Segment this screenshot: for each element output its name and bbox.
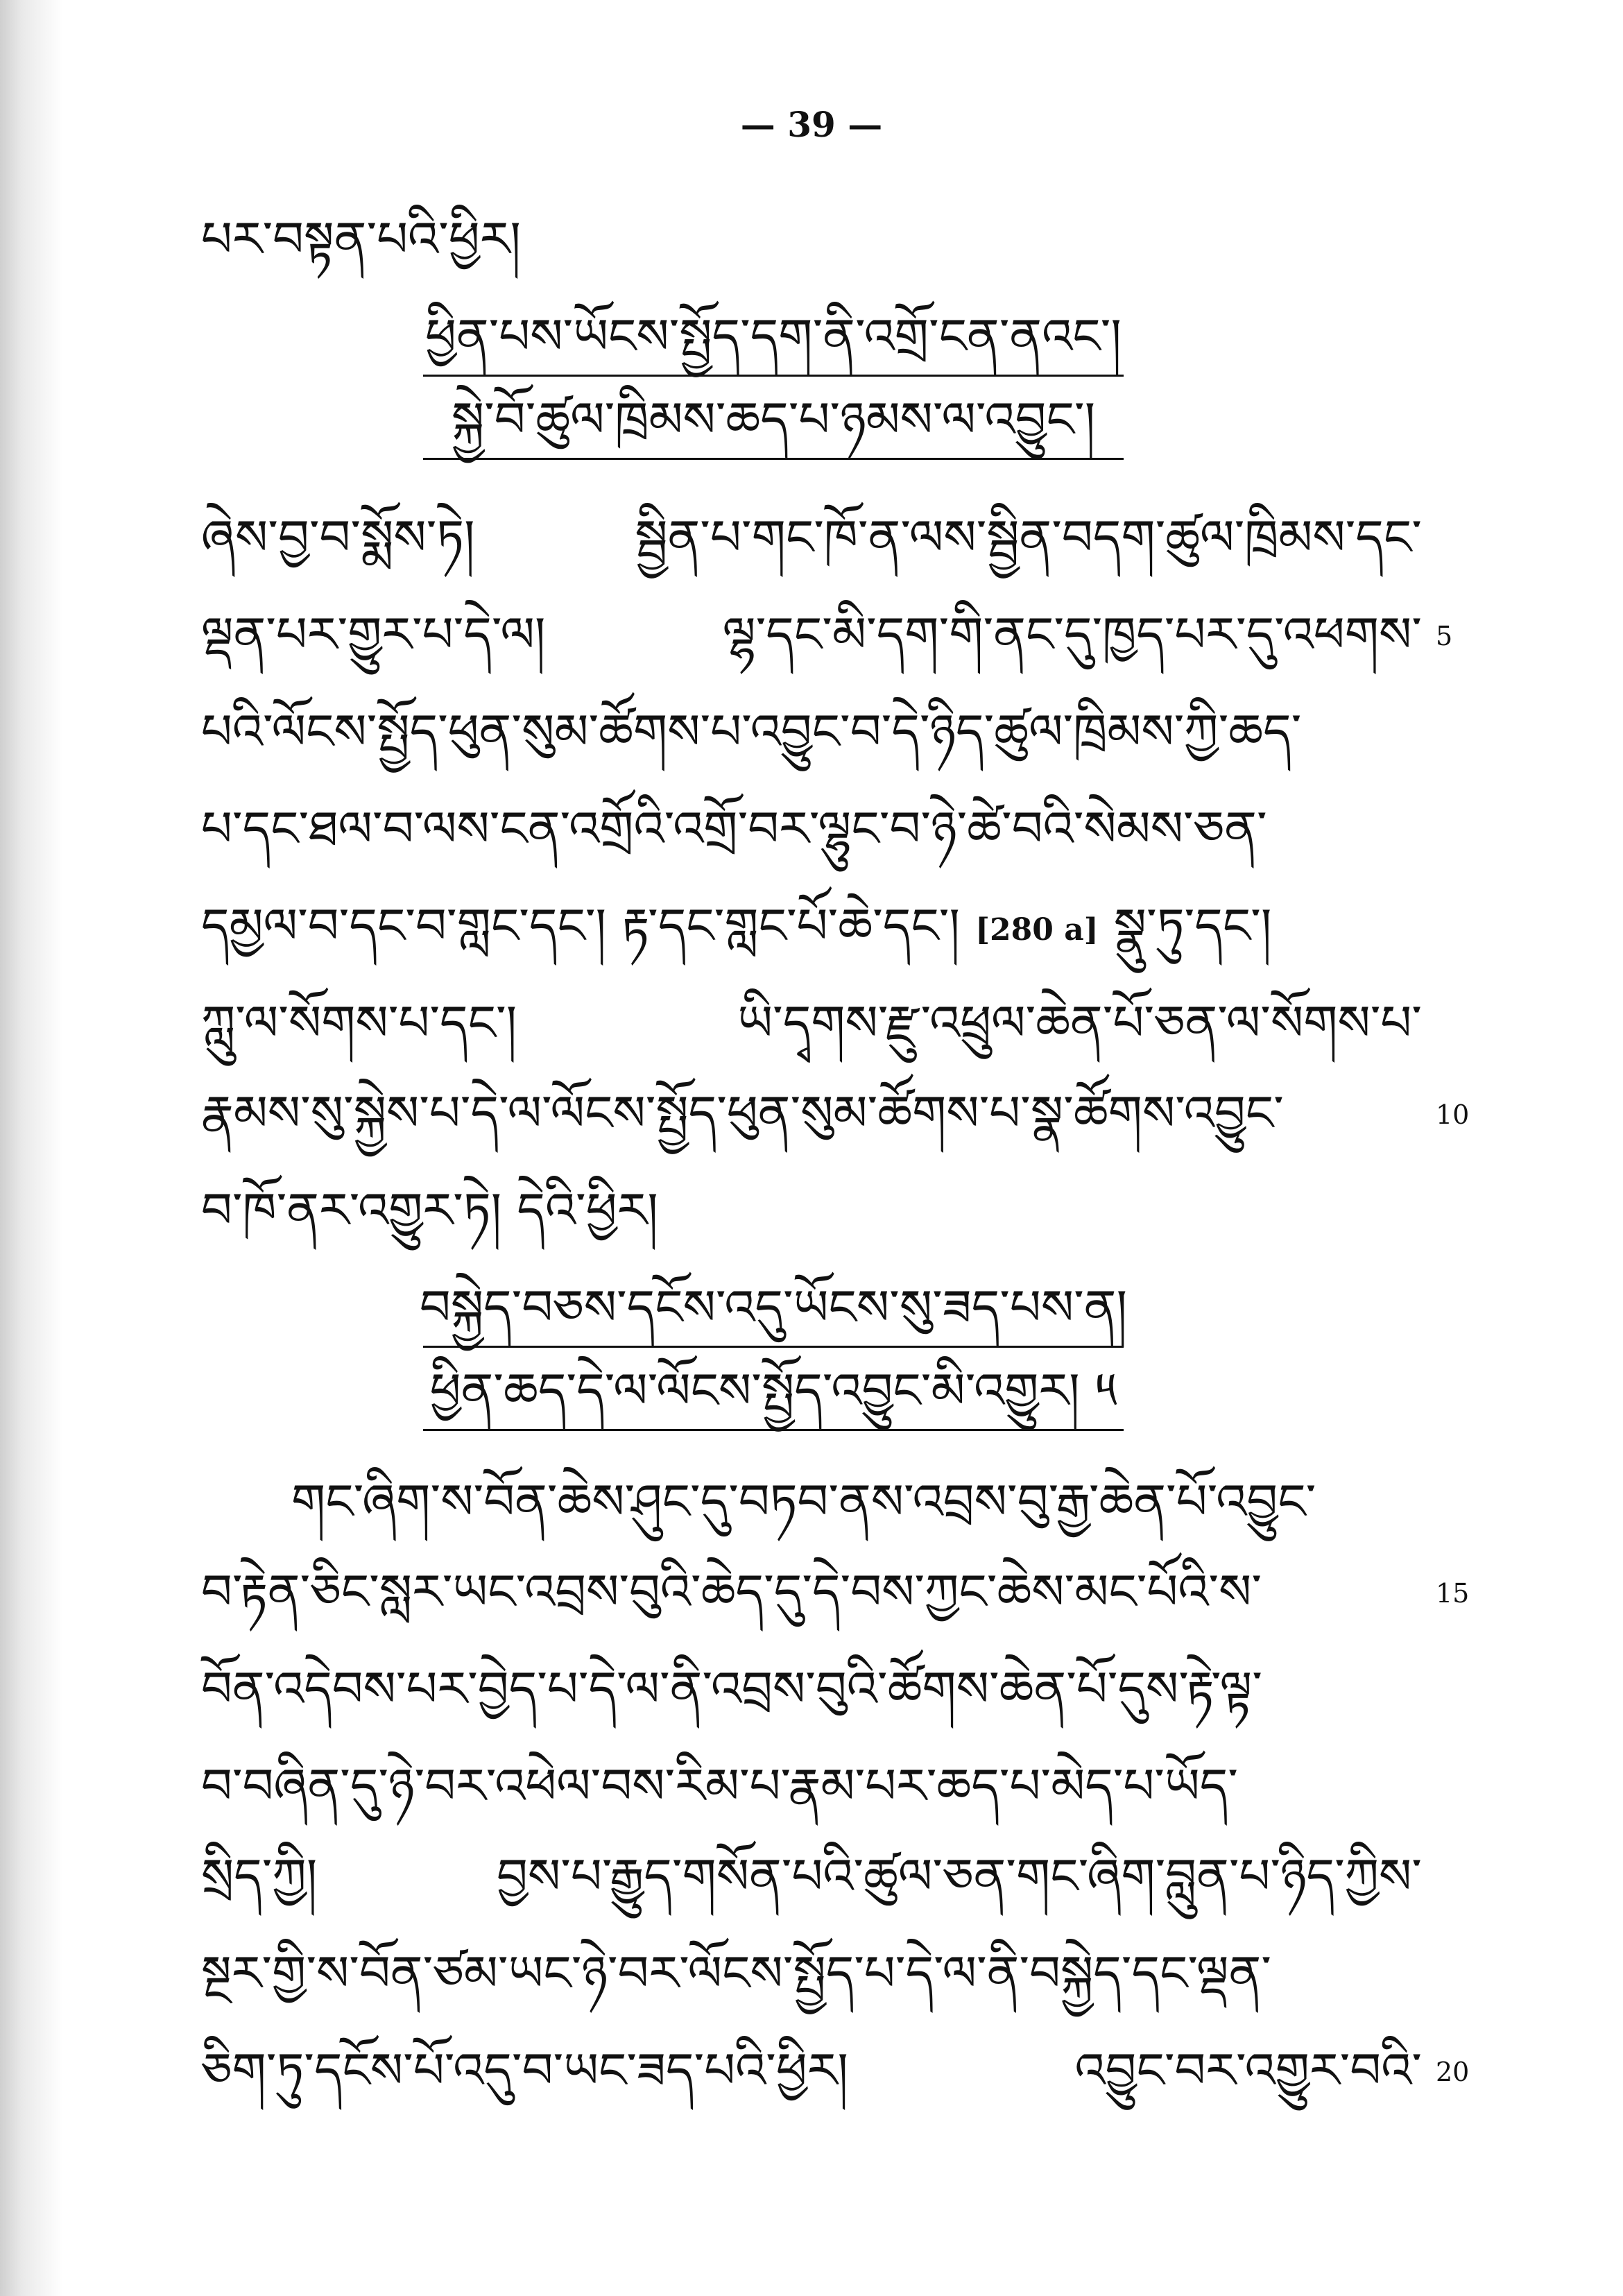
line-number: 5	[1436, 621, 1453, 651]
scan-page-edge	[0, 0, 62, 2296]
text-line: སྲིད་ཀྱི། བྱས་པ་རྒྱུད་གསོན་པའི་ཚུལ་ཅན་གང་ཞིག་བླུན་པ་ཉིད་ཀྱིས་	[201, 1848, 1422, 1905]
verse-rule	[423, 458, 1124, 460]
text-line: བ་ཁོ་ནར་འགྱུར་ཏེ། དེའི་ཕྱིར།	[201, 1182, 658, 1239]
text-line: པའི་ལོངས་སྤྱོད་ཕུན་སུམ་ཚོགས་པ་འབྱུང་བ་དེ་ཉིད་ཚུལ་ཁྲིམས་ཀྱི་ཆད་	[201, 703, 1302, 760]
folio-marker: [280 a]	[975, 912, 1099, 948]
text-line: ལྡན་པར་གྱུར་པ་དེ་ལ། ལྷ་དང་མི་དག་གི་ནང་དུ་ཁྱད་པར་དུ་འཕགས་	[201, 606, 1422, 663]
text-segment: དམྱལ་བ་དང་བ་གླང་དང་། རྟ་དང་གླང་པོ་ཆེ་དང་།	[201, 898, 960, 954]
text-segment: སྣུ་ཏུ་དང་།	[1113, 898, 1272, 954]
line-number: 20	[1436, 2057, 1470, 2087]
text-line: པར་བསྟན་པའི་ཕྱིར།	[201, 211, 521, 268]
text-line: རྣམས་སུ་སྐྱེས་པ་དེ་ལ་ལོངས་སྤྱོད་ཕུན་སུམ་ཚོགས་པ་སྣ་ཚོགས་འབྱུང་	[201, 1085, 1284, 1142]
verse-line: ཕྱིན་ཆད་དེ་ལ་ལོངས་སྤྱོད་འབྱུང་མི་འགྱུར། ༥	[429, 1362, 1117, 1419]
verse-rule	[423, 1346, 1124, 1348]
page-number: — 39 —	[740, 104, 883, 145]
verse-line: ཕྱིན་པས་ཡོངས་སྤྱོད་དག་ནི་འགྲོ་ངན་ནའང་།	[425, 308, 1122, 365]
verse-rule	[423, 375, 1124, 377]
text-line: ཞེས་བྱ་བ་སྨོས་ཏེ། སྦྱིན་པ་གང་ཁོ་ན་ལས་སྦྱིན་བདག་ཚུལ་ཁྲིམས་དང་	[201, 509, 1422, 566]
verse-line: བསྐྱེད་བཅས་དངོས་འདུ་ཡོངས་སུ་ཟད་པས་ན།	[419, 1279, 1128, 1336]
line-number: 15	[1436, 1578, 1470, 1609]
text-line: ཀླུ་ལ་སོགས་པ་དང་། ཡི་དྭགས་རྫུ་འཕྲུལ་ཆེན་པོ་ཅན་ལ་སོགས་པ་	[201, 995, 1422, 1052]
text-line: སྔར་གྱི་ས་བོན་ཙམ་ཡང་ཉེ་བར་ལོངས་སྤྱོད་པ་དེ་ལ་ནི་བསྐྱེད་དང་ལྡན་	[201, 1945, 1272, 2002]
text-line: བ་བཞིན་དུ་ཉེ་བར་འཕེལ་བས་རིམ་པ་རྣམ་པར་ཆད་པ་མེད་པ་ཡོད་	[201, 1758, 1238, 1815]
text-line: བ་རྟེན་ཅིང་སླར་ཡང་འབྲས་བུའི་ཆེད་དུ་དེ་བས་ཀྱང་ཆེས་མང་པོའི་ས་	[201, 1563, 1262, 1620]
verse-rule	[423, 1429, 1124, 1431]
text-line: པ་དང་ཐལ་བ་ལས་ངན་འགྲོའི་འགྲོ་བར་ལྷུང་བ་ཉེ་ཚེ་བའི་སེམས་ཅན་	[201, 800, 1267, 857]
verse-line: སྐྱེ་བོ་ཚུལ་ཁྲིམས་ཆད་པ་ཉམས་ལ་འབྱུང་།	[451, 391, 1096, 448]
text-line: བོན་འདེབས་པར་བྱེད་པ་དེ་ལ་ནི་འབྲས་བུའི་ཚོགས་ཆེན་པོ་དུས་རྟེ་ལྟ་	[201, 1661, 1262, 1717]
line-number: 10	[1436, 1099, 1470, 1130]
text-line	[201, 895, 1422, 961]
text-line: ཅིག་ཏུ་དངོས་པོ་འདུ་བ་ཡང་ཟད་པའི་ཕྱིར། འབྱུང་བར་འགྱུར་བའི་	[201, 2042, 1422, 2099]
text-line: གང་ཞིག་ས་བོན་ཆེས་ཤུང་དུ་བཏབ་ནས་འབྲས་བུ་རྒྱ་ཆེན་པོ་འབྱུང་	[291, 1473, 1316, 1530]
